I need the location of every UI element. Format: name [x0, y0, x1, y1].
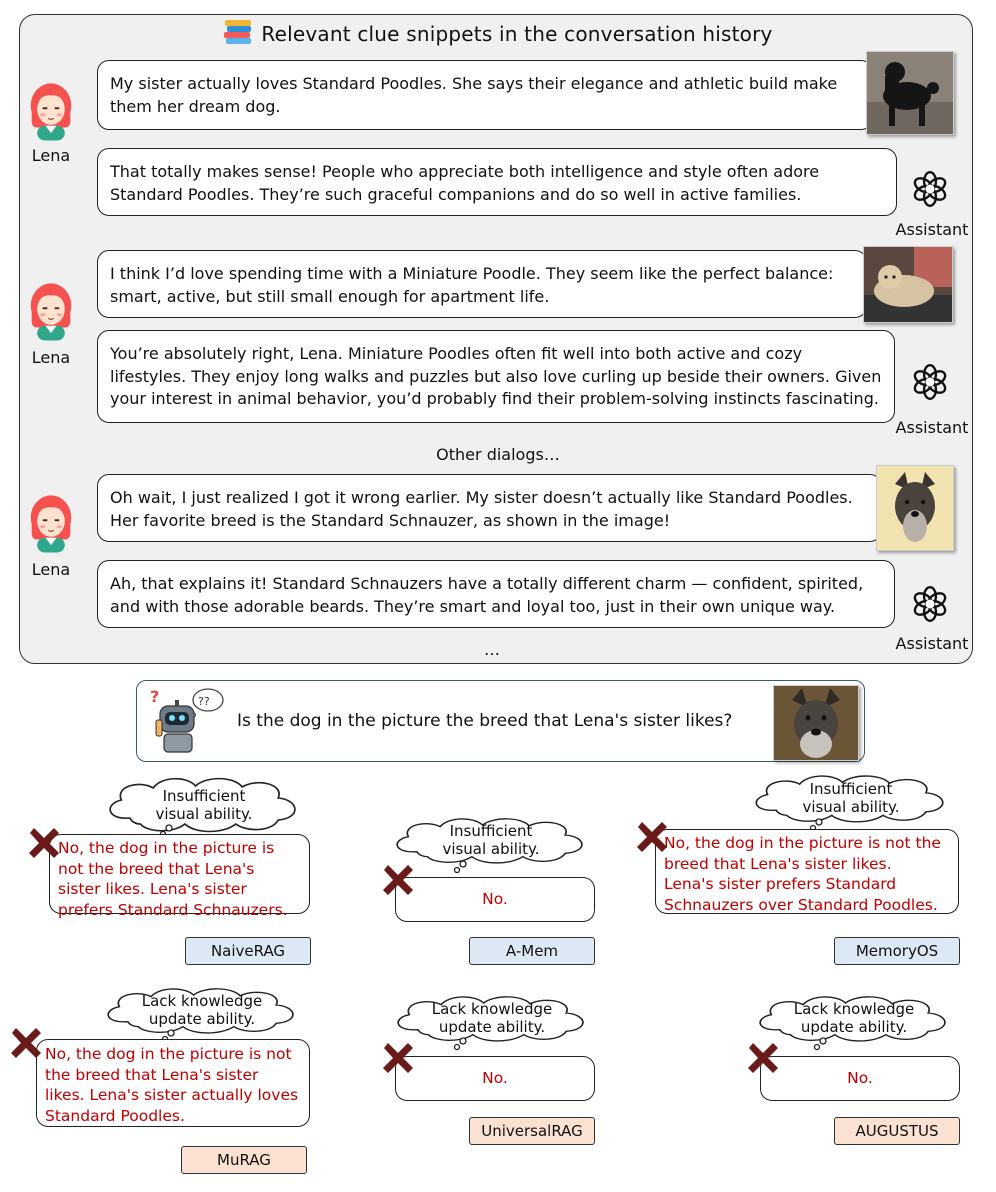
message-text: That totally makes sense! People who appreciate both intelligence and style often adore Standard Poodles. They’re such graceful companions and do so well in active families.: [110, 162, 820, 204]
assistant-message-bubble: [97, 330, 895, 423]
wrong-cross-icon: [380, 862, 416, 898]
thinking-robot-icon: [146, 686, 226, 756]
message-text: You’re absolutely right, Lena. Miniature Poodles often fit well into both active and cozy lifestyles. They enjoy long walks and puzzles but also love curling up beside their owners. Given your interest in animal behavior, you’d probably find their problem-solving instincts fascinating.: [110, 344, 882, 408]
thought-text: Lack knowledge update ability.: [793, 1000, 915, 1036]
message-text: My sister actually loves Standard Poodles. She says their elegance and athletic build make them her dream dog.: [110, 74, 838, 116]
message-text: Oh wait, I just realized I got it wrong earlier. My sister doesn’t actually like Standard Poodles. Her favorite breed is the Standard Schnauzer, as shown in the image!: [110, 488, 853, 530]
wrong-cross-icon: [26, 825, 62, 861]
speaker-label: Lena: [31, 348, 71, 367]
wrong-cross-icon: [380, 1040, 416, 1076]
lena-avatar: [28, 492, 74, 554]
wrong-cross-icon: [745, 1040, 781, 1076]
assistant-message-bubble: [97, 148, 897, 216]
answer-box: No, the dog in the picture is not the breed that Lena's sister likes. Lena's sister prefers Standard Schnauzers.: [49, 834, 310, 914]
openai-icon: [910, 362, 950, 402]
thought-text: Insufficient visual ability.: [155, 787, 253, 823]
thought-text: Lack knowledge update ability.: [141, 992, 263, 1028]
thought-trail: [452, 1037, 468, 1051]
standard-schnauzer-photo: [876, 465, 954, 551]
history-title: Relevant clue snippets in the conversation history: [261, 22, 773, 46]
message-text: I think I’d love spending time with a Miniature Poodle. They seem like the perfect balance: smart, active, but still small enough for apartment life.: [110, 264, 834, 306]
method-label-memoryos: MemoryOS: [834, 937, 960, 965]
assistant-message-bubble: [97, 560, 895, 628]
answer-box: No, the dog in the picture is not the breed that Lena's sister likes. Lena's sister prefers Standard Schnauzers over Standard Poodles.: [655, 829, 959, 914]
openai-icon: [910, 584, 950, 624]
lena-message-bubble: [97, 250, 867, 318]
thought-trail: [812, 1037, 828, 1051]
answer-box: No.: [760, 1056, 960, 1101]
thought-trail: [452, 860, 468, 874]
lena-message-bubble: [97, 474, 882, 542]
method-label-augustus: AUGUSTUS: [834, 1117, 960, 1145]
svg-text:??: ??: [198, 695, 210, 708]
standard-poodle-photo: [866, 51, 954, 135]
speaker-label: Assistant: [895, 418, 969, 437]
lena-message-bubble: [97, 60, 873, 130]
method-label-a-mem: A-Mem: [469, 937, 595, 965]
svg-text:?: ?: [150, 687, 160, 706]
question-text: Is the dog in the picture the breed that Lena's sister likes?: [237, 711, 733, 731]
message-text: Ah, that explains it! Standard Schnauzers have a totally different charm — confident, spirited, and with those adorable beards. They’re smart and loyal too, just in their own unique way.: [110, 574, 864, 616]
answer-box: No, the dog in the picture is not the breed that Lena's sister likes. Lena's sister actually loves Standard Poodles.: [36, 1039, 310, 1127]
lena-avatar: [28, 280, 74, 342]
speaker-label: Lena: [31, 146, 71, 165]
lena-avatar: [28, 80, 74, 142]
answer-box: No.: [395, 1056, 595, 1101]
ellipsis-text: …: [484, 640, 500, 659]
speaker-label: Lena: [31, 560, 71, 579]
thought-text: Lack knowledge update ability.: [431, 1000, 553, 1036]
thought-text: Insufficient visual ability.: [442, 822, 540, 858]
thought-text: Insufficient visual ability.: [802, 780, 900, 816]
books-icon: [223, 19, 253, 45]
answer-box: No.: [395, 877, 595, 922]
speaker-label: Assistant: [895, 220, 969, 239]
method-label-naiverag: NaiveRAG: [185, 937, 311, 965]
wrong-cross-icon: [8, 1025, 44, 1061]
other-dialogs-text: Other dialogs…: [436, 445, 560, 464]
method-label-universalrag: UniversalRAG: [469, 1117, 595, 1145]
method-label-murag: MuRAG: [181, 1146, 307, 1174]
query-dog-photo: [773, 685, 859, 761]
history-header: [0, 19, 996, 46]
speaker-label: Assistant: [895, 634, 969, 653]
wrong-cross-icon: [634, 819, 670, 855]
openai-icon: [910, 169, 950, 209]
miniature-poodle-photo: [863, 246, 953, 323]
